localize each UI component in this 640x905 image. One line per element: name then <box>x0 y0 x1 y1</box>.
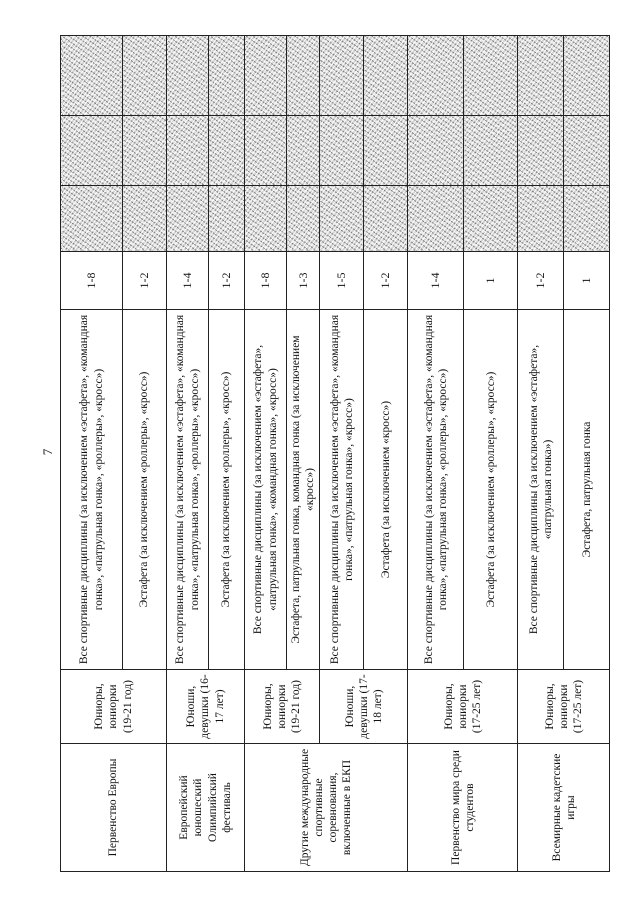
discipline-cell: Все спортивные дисциплины (за исключением «эстафета», «командная гонка», «патрульная гонка», «роллеры», «кросс») <box>61 310 123 670</box>
shaded-cell <box>287 36 320 116</box>
shaded-cell <box>245 36 287 116</box>
shaded-cell <box>209 36 245 116</box>
shaded-cell <box>123 186 167 252</box>
shaded-cell <box>167 36 209 116</box>
shaded-cell <box>518 186 564 252</box>
table-row <box>61 36 123 872</box>
table-row <box>518 36 564 872</box>
shaded-cell <box>408 36 464 116</box>
places-cell: 1-2 <box>364 252 408 310</box>
places-cell: 1-2 <box>209 252 245 310</box>
page-number: 7 <box>40 448 55 456</box>
age-group-cell: Юноши, девушки (16-17 лет) <box>167 670 245 744</box>
table-row <box>408 36 464 872</box>
shaded-cell <box>320 186 364 252</box>
shaded-cell <box>564 36 610 116</box>
discipline-cell: Все спортивные дисциплины (за исключением «эстафета», «патрульная гонка», «командная гонка», «кросс») <box>245 310 287 670</box>
discipline-cell: Эстафета, патрульная гонка, командная гонка (за исключением «кросс») <box>287 310 320 670</box>
shaded-cell <box>320 116 364 186</box>
places-cell: 1 <box>464 252 518 310</box>
shaded-cell <box>564 186 610 252</box>
shaded-cell <box>564 116 610 186</box>
shaded-cell <box>320 36 364 116</box>
shaded-cell <box>61 186 123 252</box>
shaded-cell <box>287 186 320 252</box>
places-cell: 1-2 <box>518 252 564 310</box>
shaded-cell <box>167 186 209 252</box>
shaded-cell <box>364 36 408 116</box>
shaded-cell <box>518 116 564 186</box>
age-group-cell: Юноши, девушки (17-18 лет) <box>320 670 408 744</box>
age-group-cell: Юниоры, юниорки (17-25 лет) <box>518 670 610 744</box>
table-row <box>167 36 209 872</box>
age-group-cell: Юниоры, юниорки (19-21 год) <box>61 670 167 744</box>
competition-cell: Первенство Европы <box>61 744 167 872</box>
shaded-cell <box>364 186 408 252</box>
shaded-cell <box>408 116 464 186</box>
shaded-cell <box>209 186 245 252</box>
shaded-cell <box>123 116 167 186</box>
shaded-cell <box>245 186 287 252</box>
discipline-cell: Эстафета, патрульная гонка <box>564 310 610 670</box>
shaded-cell <box>464 116 518 186</box>
shaded-cell <box>61 116 123 186</box>
age-group-cell: Юниоры, юниорки (17-25 лет) <box>408 670 518 744</box>
discipline-cell: Эстафета (за исключением «роллеры», «кросс») <box>464 310 518 670</box>
shaded-cell <box>408 186 464 252</box>
competition-cell: Другие международные спортивные соревнования, включенные в ЕКП <box>245 744 408 872</box>
discipline-cell: Все спортивные дисциплины (за исключением «эстафета», «командная гонка», «патрульная гонка», «роллеры», «кросс») <box>167 310 209 670</box>
places-cell: 1-5 <box>320 252 364 310</box>
discipline-cell: Все спортивные дисциплины (за исключением «эстафета», «командная гонка», «патрульная гонка», «кросс») <box>320 310 364 670</box>
places-cell: 1-2 <box>123 252 167 310</box>
places-cell: 1 <box>564 252 610 310</box>
table-row <box>245 36 287 872</box>
shaded-cell <box>287 116 320 186</box>
age-group-cell: Юниоры, юниорки (19-21 год) <box>245 670 320 744</box>
shaded-cell <box>464 36 518 116</box>
discipline-cell: Эстафета (за исключением «кросс») <box>364 310 408 670</box>
sport-ranks-table <box>60 35 610 872</box>
places-cell: 1-4 <box>408 252 464 310</box>
shaded-cell <box>464 186 518 252</box>
shaded-cell <box>209 116 245 186</box>
places-cell: 1-4 <box>167 252 209 310</box>
places-cell: 1-3 <box>287 252 320 310</box>
competition-cell: Европейский юношеский Олимпийский фестиваль <box>167 744 245 872</box>
shaded-cell <box>167 116 209 186</box>
shaded-cell <box>123 36 167 116</box>
places-cell: 1-8 <box>245 252 287 310</box>
discipline-cell: Все спортивные дисциплины (за исключением «эстафета», «командная гонка», «патрульная гонка», «роллеры», «кросс») <box>408 310 464 670</box>
shaded-cell <box>518 36 564 116</box>
rotated-table-container <box>60 36 606 872</box>
competition-cell: Всемирные кадетские игры <box>518 744 610 872</box>
discipline-cell: Эстафета (за исключением «роллеры», «кросс») <box>209 310 245 670</box>
shaded-cell <box>245 116 287 186</box>
competition-cell: Первенство мира среди студентов <box>408 744 518 872</box>
shaded-cell <box>364 116 408 186</box>
places-cell: 1-8 <box>61 252 123 310</box>
shaded-cell <box>61 36 123 116</box>
discipline-cell: Все спортивные дисциплины (за исключением «эстафета», «патрульная гонка») <box>518 310 564 670</box>
discipline-cell: Эстафета (за исключением «роллеры», «кросс») <box>123 310 167 670</box>
